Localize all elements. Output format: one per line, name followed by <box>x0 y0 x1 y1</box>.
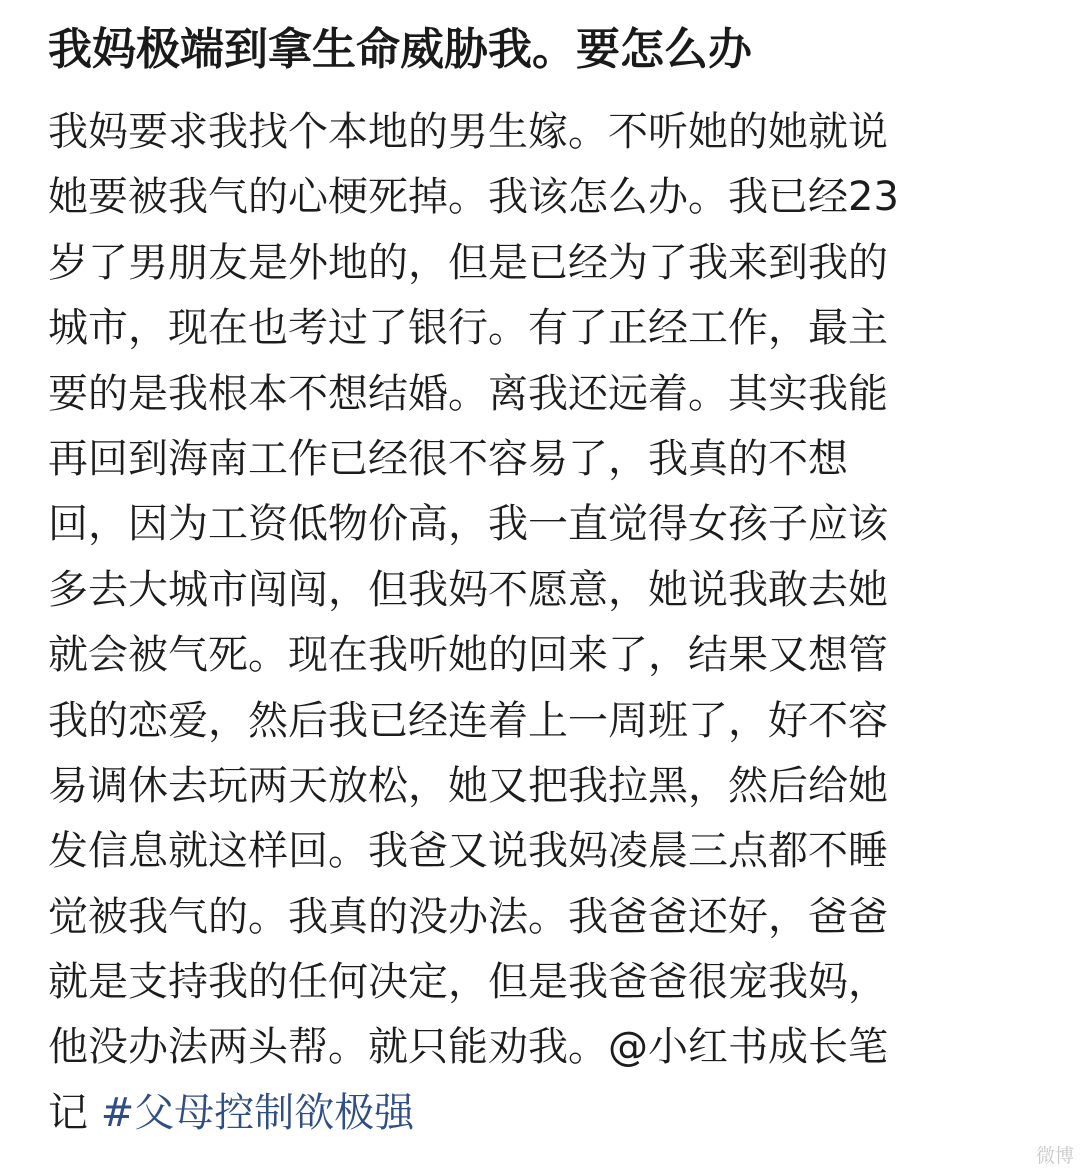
body-line: 我妈要求我找个本地的男生嫁。不听她的她就说 <box>48 109 888 155</box>
body-line: 要的是我根本不想结婚。离我还远着。其实我能 <box>48 370 888 417</box>
body-line: 多去大城市闯闯，但我妈不愿意，她说我敢去她 <box>48 566 888 613</box>
post-body <box>48 100 1048 1146</box>
body-line: 城市，现在也考过了银行。有了正经工作，最主 <box>48 305 888 352</box>
body-line: 发信息就这样回。我爸又说我妈凌晨三点都不睡 <box>48 828 888 875</box>
body-line: 我的恋爱，然后我已经连着上一周班了，好不容 <box>48 697 888 744</box>
watermark: 微博 <box>1035 1145 1074 1167</box>
body-line: 岁了男朋友是外地的，但是已经为了我来到我的 <box>48 239 888 286</box>
body-line-prefix: 记 <box>48 1089 101 1136</box>
body-line: 回，因为工资低物价高，我一直觉得女孩子应该 <box>48 501 888 548</box>
body-line: 易调休去玩两天放松，她又把我拉黑，然后给她 <box>48 762 888 809</box>
body-line: 就会被气死。现在我听她的回来了，结果又想管 <box>48 632 888 679</box>
body-line: 她要被我气的心梗死掉。我该怎么办。我已经23 <box>48 174 899 221</box>
body-line-last <box>48 1081 1048 1146</box>
hashtag-link[interactable]: #父母控制欲极强 <box>100 1089 415 1136</box>
body-line: 觉被我气的。我真的没办法。我爸爸还好，爸爸 <box>48 893 888 940</box>
body-line: 就是支持我的任何决定，但是我爸爸很宠我妈， <box>48 959 888 1006</box>
post-title: 我妈极端到拿生命威胁我。要怎么办 <box>48 24 752 75</box>
body-line: 再回到海南工作已经很不容易了，我真的不想 <box>48 435 848 482</box>
body-line: 他没办法两头帮。就只能劝我。@小红书成长笔 <box>48 1024 888 1071</box>
